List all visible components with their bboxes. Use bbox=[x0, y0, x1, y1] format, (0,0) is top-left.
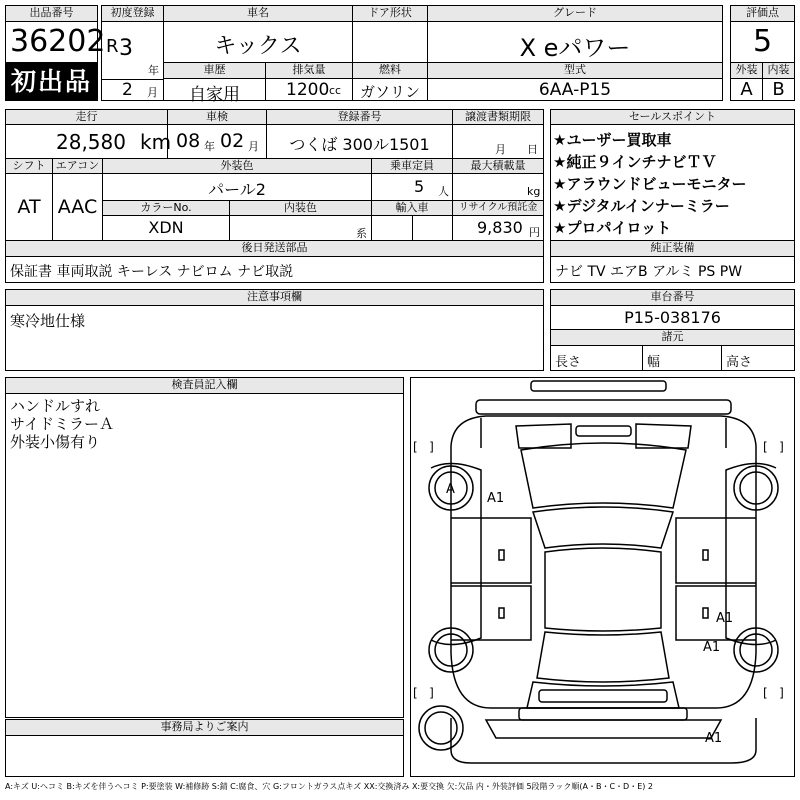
transfer-month-unit: 月 bbox=[495, 143, 506, 156]
shift: AT bbox=[17, 196, 41, 218]
score-label: 評価点 bbox=[730, 5, 795, 22]
interior-color-cell bbox=[229, 215, 372, 241]
notes-label: 注意事項欄 bbox=[5, 289, 544, 306]
lot-number-cell bbox=[5, 21, 106, 63]
history: 自家用 bbox=[189, 85, 240, 105]
inspection-label: 車検 bbox=[167, 109, 267, 125]
damage-diagram bbox=[410, 377, 795, 777]
specs-length: 長さ bbox=[555, 355, 582, 370]
fuel-label: 燃料 bbox=[352, 62, 428, 79]
damage-mark-front-wheel: A bbox=[446, 482, 455, 497]
legend: A:キズ U:ヘコミ B:キズを伴うヘコミ P:要塗装 W:補修跡 S:錆 C:腐食、穴 G:フロントガラス点キズ XX:交換済み X:要交換 欠:欠品 内・外装評価 5段階ラック順(A・B・C・D・E) 2 bbox=[5, 782, 654, 791]
damage-mark-rear-bumper: A1 bbox=[705, 731, 723, 746]
reg-month: 2 bbox=[122, 80, 133, 100]
specs-height: 高さ bbox=[726, 355, 753, 370]
first-listing-badge bbox=[5, 63, 98, 101]
chassis-number-cell bbox=[550, 305, 795, 330]
first-registration-cell bbox=[101, 21, 164, 80]
mileage: 28,580 bbox=[56, 130, 126, 154]
grade-label: グレード bbox=[427, 5, 723, 22]
recycle-fee-label: リサイクル預託金 bbox=[452, 200, 544, 216]
specs-width: 幅 bbox=[647, 355, 661, 370]
sales-point-1: ★ユーザー買取車 bbox=[553, 131, 672, 149]
genuine-equipment: ナビ TV エアB アルミ PS PW bbox=[555, 264, 743, 280]
bracket-left-front: [ ] bbox=[413, 440, 434, 454]
lot-number-label: 出品番号 bbox=[5, 5, 98, 22]
door-type-cell bbox=[352, 21, 428, 63]
shift-label: シフト bbox=[5, 158, 53, 174]
displacement-label: 排気量 bbox=[265, 62, 353, 79]
aircon: AAC bbox=[57, 196, 98, 218]
interior-grade-label: 内装 bbox=[762, 62, 795, 79]
mileage-cell bbox=[5, 124, 172, 159]
chassis-number-label: 車台番号 bbox=[550, 289, 795, 306]
model-code-cell bbox=[427, 78, 723, 101]
car-name-label: 車名 bbox=[163, 5, 353, 22]
color-number-cell bbox=[102, 215, 230, 241]
specs-width-cell bbox=[642, 345, 722, 371]
color-number: XDN bbox=[148, 218, 184, 237]
inspector-notes-label: 検査員記入欄 bbox=[5, 377, 404, 394]
reg-year-unit: 年 bbox=[148, 64, 159, 77]
displacement-unit: cc bbox=[329, 84, 342, 97]
displacement: 1200 bbox=[286, 80, 330, 100]
specs-height-cell bbox=[721, 345, 795, 371]
aircon-label: エアコン bbox=[52, 158, 103, 174]
reg-month-cell bbox=[101, 79, 164, 101]
bracket-right-rear: [ ] bbox=[763, 686, 784, 700]
plate-label: 登録番号 bbox=[266, 109, 453, 125]
sales-points-cell bbox=[550, 124, 795, 241]
mileage-unit: km bbox=[140, 130, 172, 154]
exterior-grade-label: 外装 bbox=[730, 62, 763, 79]
plate: つくば 300ル1501 bbox=[289, 135, 430, 154]
first-registration-label: 初度登録 bbox=[101, 5, 164, 22]
office-notice-cell bbox=[5, 735, 404, 777]
exterior-grade-cell bbox=[730, 78, 763, 101]
later-parts-label: 後日発送部品 bbox=[5, 240, 544, 257]
inspection-year-unit: 年 bbox=[204, 140, 215, 153]
specs-length-cell bbox=[550, 345, 643, 371]
exterior-color-cell bbox=[102, 173, 372, 201]
car-name-cell bbox=[163, 21, 353, 63]
displacement-cell bbox=[265, 78, 353, 101]
fuel-cell bbox=[352, 78, 428, 101]
genuine-equipment-cell bbox=[550, 256, 795, 283]
seats-unit: 人 bbox=[438, 185, 449, 198]
history-cell bbox=[163, 78, 266, 105]
plate-cell bbox=[266, 124, 453, 159]
interior-color-unit: 系 bbox=[356, 227, 367, 240]
exterior-grade: A bbox=[740, 79, 753, 100]
damage-mark-rear-fender: A1 bbox=[716, 611, 734, 626]
inspector-notes-cell bbox=[5, 393, 404, 718]
exterior-color: パール2 bbox=[208, 180, 266, 199]
later-parts-cell bbox=[5, 256, 544, 283]
score: 5 bbox=[752, 24, 773, 59]
interior-grade: B bbox=[772, 79, 785, 100]
mileage-label: 走行 bbox=[5, 109, 168, 125]
transfer-deadline-label: 譲渡書類期限 bbox=[452, 109, 544, 125]
reg-year: 3 bbox=[119, 36, 133, 61]
max-load-unit: kg bbox=[527, 185, 541, 198]
interior-color-label: 内装色 bbox=[229, 200, 372, 216]
first-listing-text: 初出品 bbox=[10, 67, 92, 96]
inspector-note-2: サイドミラーＡ bbox=[10, 415, 114, 433]
door-type-label: ドア形状 bbox=[352, 5, 428, 22]
inspection-cell bbox=[167, 124, 267, 159]
transfer-deadline-cell bbox=[452, 124, 544, 159]
damage-mark-rear-wheel: A1 bbox=[703, 640, 721, 655]
max-load-cell bbox=[452, 173, 544, 201]
inspector-note-1: ハンドルすれ bbox=[10, 397, 101, 415]
recycle-fee-cell bbox=[452, 215, 544, 241]
recycle-fee: 9,830 bbox=[477, 218, 523, 237]
import-cell bbox=[371, 215, 453, 241]
model-code: 6AA-P15 bbox=[538, 80, 612, 100]
recycle-fee-unit: 円 bbox=[529, 226, 540, 239]
sales-points-label: セールスポイント bbox=[550, 109, 795, 125]
era: R bbox=[106, 36, 119, 57]
aircon-cell bbox=[52, 173, 103, 241]
office-notice-label: 事務局よりご案内 bbox=[5, 719, 404, 736]
color-number-label: カラーNo. bbox=[102, 200, 230, 216]
model-code-label: 型式 bbox=[427, 62, 723, 79]
exterior-color-label: 外装色 bbox=[102, 158, 372, 174]
notes-cell bbox=[5, 305, 544, 371]
seats: 5 bbox=[414, 177, 425, 196]
sales-point-2: ★純正９インチナビＴＶ bbox=[553, 153, 717, 171]
damage-mark-front-door: A1 bbox=[487, 491, 505, 506]
lot-number: 36202 bbox=[10, 24, 106, 59]
bracket-right-front: [ ] bbox=[763, 440, 784, 454]
specs-label: 諸元 bbox=[550, 329, 795, 346]
inspection-year: 08 bbox=[176, 130, 201, 152]
notes: 寒冷地仕様 bbox=[10, 312, 86, 330]
reg-month-unit: 月 bbox=[147, 86, 158, 99]
seats-cell bbox=[371, 173, 453, 201]
bracket-left-rear: [ ] bbox=[413, 686, 434, 700]
inspector-note-3: 外装小傷有り bbox=[10, 433, 101, 451]
history-label: 車歴 bbox=[163, 62, 266, 79]
grade: X eパワー bbox=[519, 34, 631, 62]
car-name: キックス bbox=[214, 34, 302, 59]
genuine-equipment-label: 純正装備 bbox=[550, 240, 795, 257]
shift-cell bbox=[5, 173, 53, 241]
seats-label: 乗車定員 bbox=[371, 158, 453, 174]
sales-point-3: ★アラウンドビューモニター bbox=[553, 175, 747, 193]
sales-point-4: ★デジタルインナーミラー bbox=[553, 197, 730, 215]
later-parts: 保証書 車両取説 キーレス ナビロム ナビ取説 bbox=[10, 264, 294, 280]
import-label: 輸入車 bbox=[371, 200, 453, 216]
chassis-number: P15-038176 bbox=[624, 308, 721, 327]
inspection-month-unit: 月 bbox=[248, 140, 259, 153]
inspection-month: 02 bbox=[220, 130, 245, 152]
max-load-label: 最大積載量 bbox=[452, 158, 544, 174]
grade-cell bbox=[427, 21, 723, 63]
interior-grade-cell bbox=[762, 78, 795, 101]
score-cell bbox=[730, 21, 795, 63]
sales-point-5: ★プロパイロット bbox=[553, 219, 672, 237]
transfer-day-unit: 日 bbox=[527, 143, 538, 156]
fuel: ガソリン bbox=[359, 83, 420, 101]
